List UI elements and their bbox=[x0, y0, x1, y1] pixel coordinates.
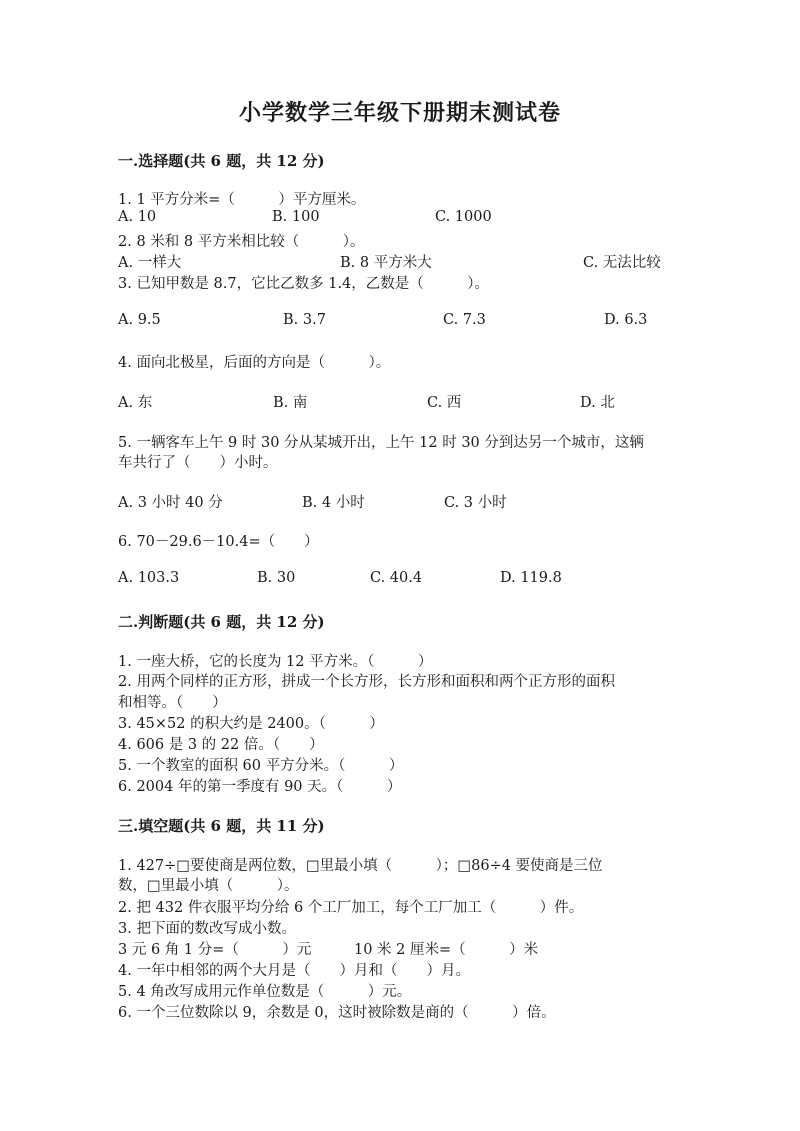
fill-3-part-a: 3 元 6 角 1 分=（ ）元 bbox=[118, 942, 312, 958]
fill-2: 2. 把 432 件衣服平均分给 6 个工厂加工，每个工厂加工（ ）件。 bbox=[118, 900, 584, 916]
option-1-1-b: B. 100 bbox=[272, 209, 320, 225]
option-1-4-d: D. 北 bbox=[580, 395, 615, 411]
option-1-1-a: A. 10 bbox=[118, 209, 157, 225]
page-title: 小学数学三年级下册期末测试卷 bbox=[238, 100, 561, 126]
section-heading-choice: 一.选择题(共 6 题，共 12 分) bbox=[118, 152, 325, 170]
question-1-3: 3. 已知甲数是 8.7，它比乙数多 1.4，乙数是（ ）。 bbox=[118, 276, 490, 292]
fill-1-line1: 1. 427÷□要使商是两位数，□里最小填（ ）；□86÷4 要使商是三位 bbox=[118, 858, 603, 874]
option-1-4-a: A. 东 bbox=[118, 395, 153, 411]
question-1-5-line2: 车共行了（ ）小时。 bbox=[118, 455, 278, 471]
judge-5: 5. 一个教室的面积 60 平方分米。（ ） bbox=[118, 758, 404, 774]
judge-2-line2: 和相等。（ ） bbox=[118, 695, 227, 711]
judge-3: 3. 45×52 的积大约是 2400。（ ） bbox=[118, 716, 384, 732]
option-1-2-a: A. 一样大 bbox=[118, 255, 182, 271]
question-1-1: 1. 1 平方分米=（ ）平方厘米。 bbox=[118, 192, 366, 208]
question-1-6: 6. 70－29.6－10.4=（ ） bbox=[118, 534, 319, 550]
option-1-6-d: D. 119.8 bbox=[500, 570, 562, 586]
option-1-4-b: B. 南 bbox=[273, 395, 308, 411]
fill-1-line2: 数，□里最小填（ ）。 bbox=[118, 878, 299, 894]
option-1-1-c: C. 1000 bbox=[435, 209, 492, 225]
judge-2-line1: 2. 用两个同样的正方形，拼成一个长方形，长方形和面积和两个正方形的面积 bbox=[118, 674, 615, 690]
option-1-3-b: B. 3.7 bbox=[283, 312, 326, 328]
fill-5: 5. 4 角改写成用元作单位数是（ ）元。 bbox=[118, 984, 412, 1000]
option-1-6-b: B. 30 bbox=[257, 570, 296, 586]
option-1-6-c: C. 40.4 bbox=[370, 570, 423, 586]
option-1-2-c: C. 无法比较 bbox=[583, 255, 661, 271]
fill-6: 6. 一个三位数除以 9，余数是 0，这时被除数是商的（ ）倍。 bbox=[118, 1005, 556, 1021]
option-1-5-a: A. 3 小时 40 分 bbox=[118, 495, 223, 511]
option-1-3-c: C. 7.3 bbox=[443, 312, 486, 328]
question-1-4: 4. 面向北极星，后面的方向是（ ）。 bbox=[118, 355, 391, 371]
fill-3: 3. 把下面的数改写成小数。 bbox=[118, 921, 296, 937]
option-1-5-b: B. 4 小时 bbox=[302, 495, 365, 511]
option-1-4-c: C. 西 bbox=[427, 395, 462, 411]
option-1-3-d: D. 6.3 bbox=[604, 312, 648, 328]
option-1-6-a: A. 103.3 bbox=[118, 570, 180, 586]
fill-3-part-b: 10 米 2 厘米=（ ）米 bbox=[354, 942, 539, 958]
section-heading-fill: 三.填空题(共 6 题，共 11 分) bbox=[118, 817, 325, 835]
fill-4: 4. 一年中相邻的两个大月是（ ）月和（ ）月。 bbox=[118, 963, 470, 979]
option-1-2-b: B. 8 平方米大 bbox=[340, 255, 432, 271]
judge-4: 4. 606 是 3 的 22 倍。（ ） bbox=[118, 737, 324, 753]
question-1-5-line1: 5. 一辆客车上午 9 时 30 分从某城开出，上午 12 时 30 分到达另一个城市，这辆 bbox=[118, 435, 644, 451]
option-1-5-c: C. 3 小时 bbox=[444, 495, 507, 511]
option-1-3-a: A. 9.5 bbox=[118, 312, 161, 328]
judge-1: 1. 一座大桥，它的长度为 12 平方米。（ ） bbox=[118, 654, 433, 670]
question-1-2: 2. 8 米和 8 平方米相比较（ ）。 bbox=[118, 234, 365, 250]
judge-6: 6. 2004 年的第一季度有 90 天。（ ） bbox=[118, 779, 402, 795]
section-heading-judge: 二.判断题(共 6 题，共 12 分) bbox=[118, 613, 325, 631]
